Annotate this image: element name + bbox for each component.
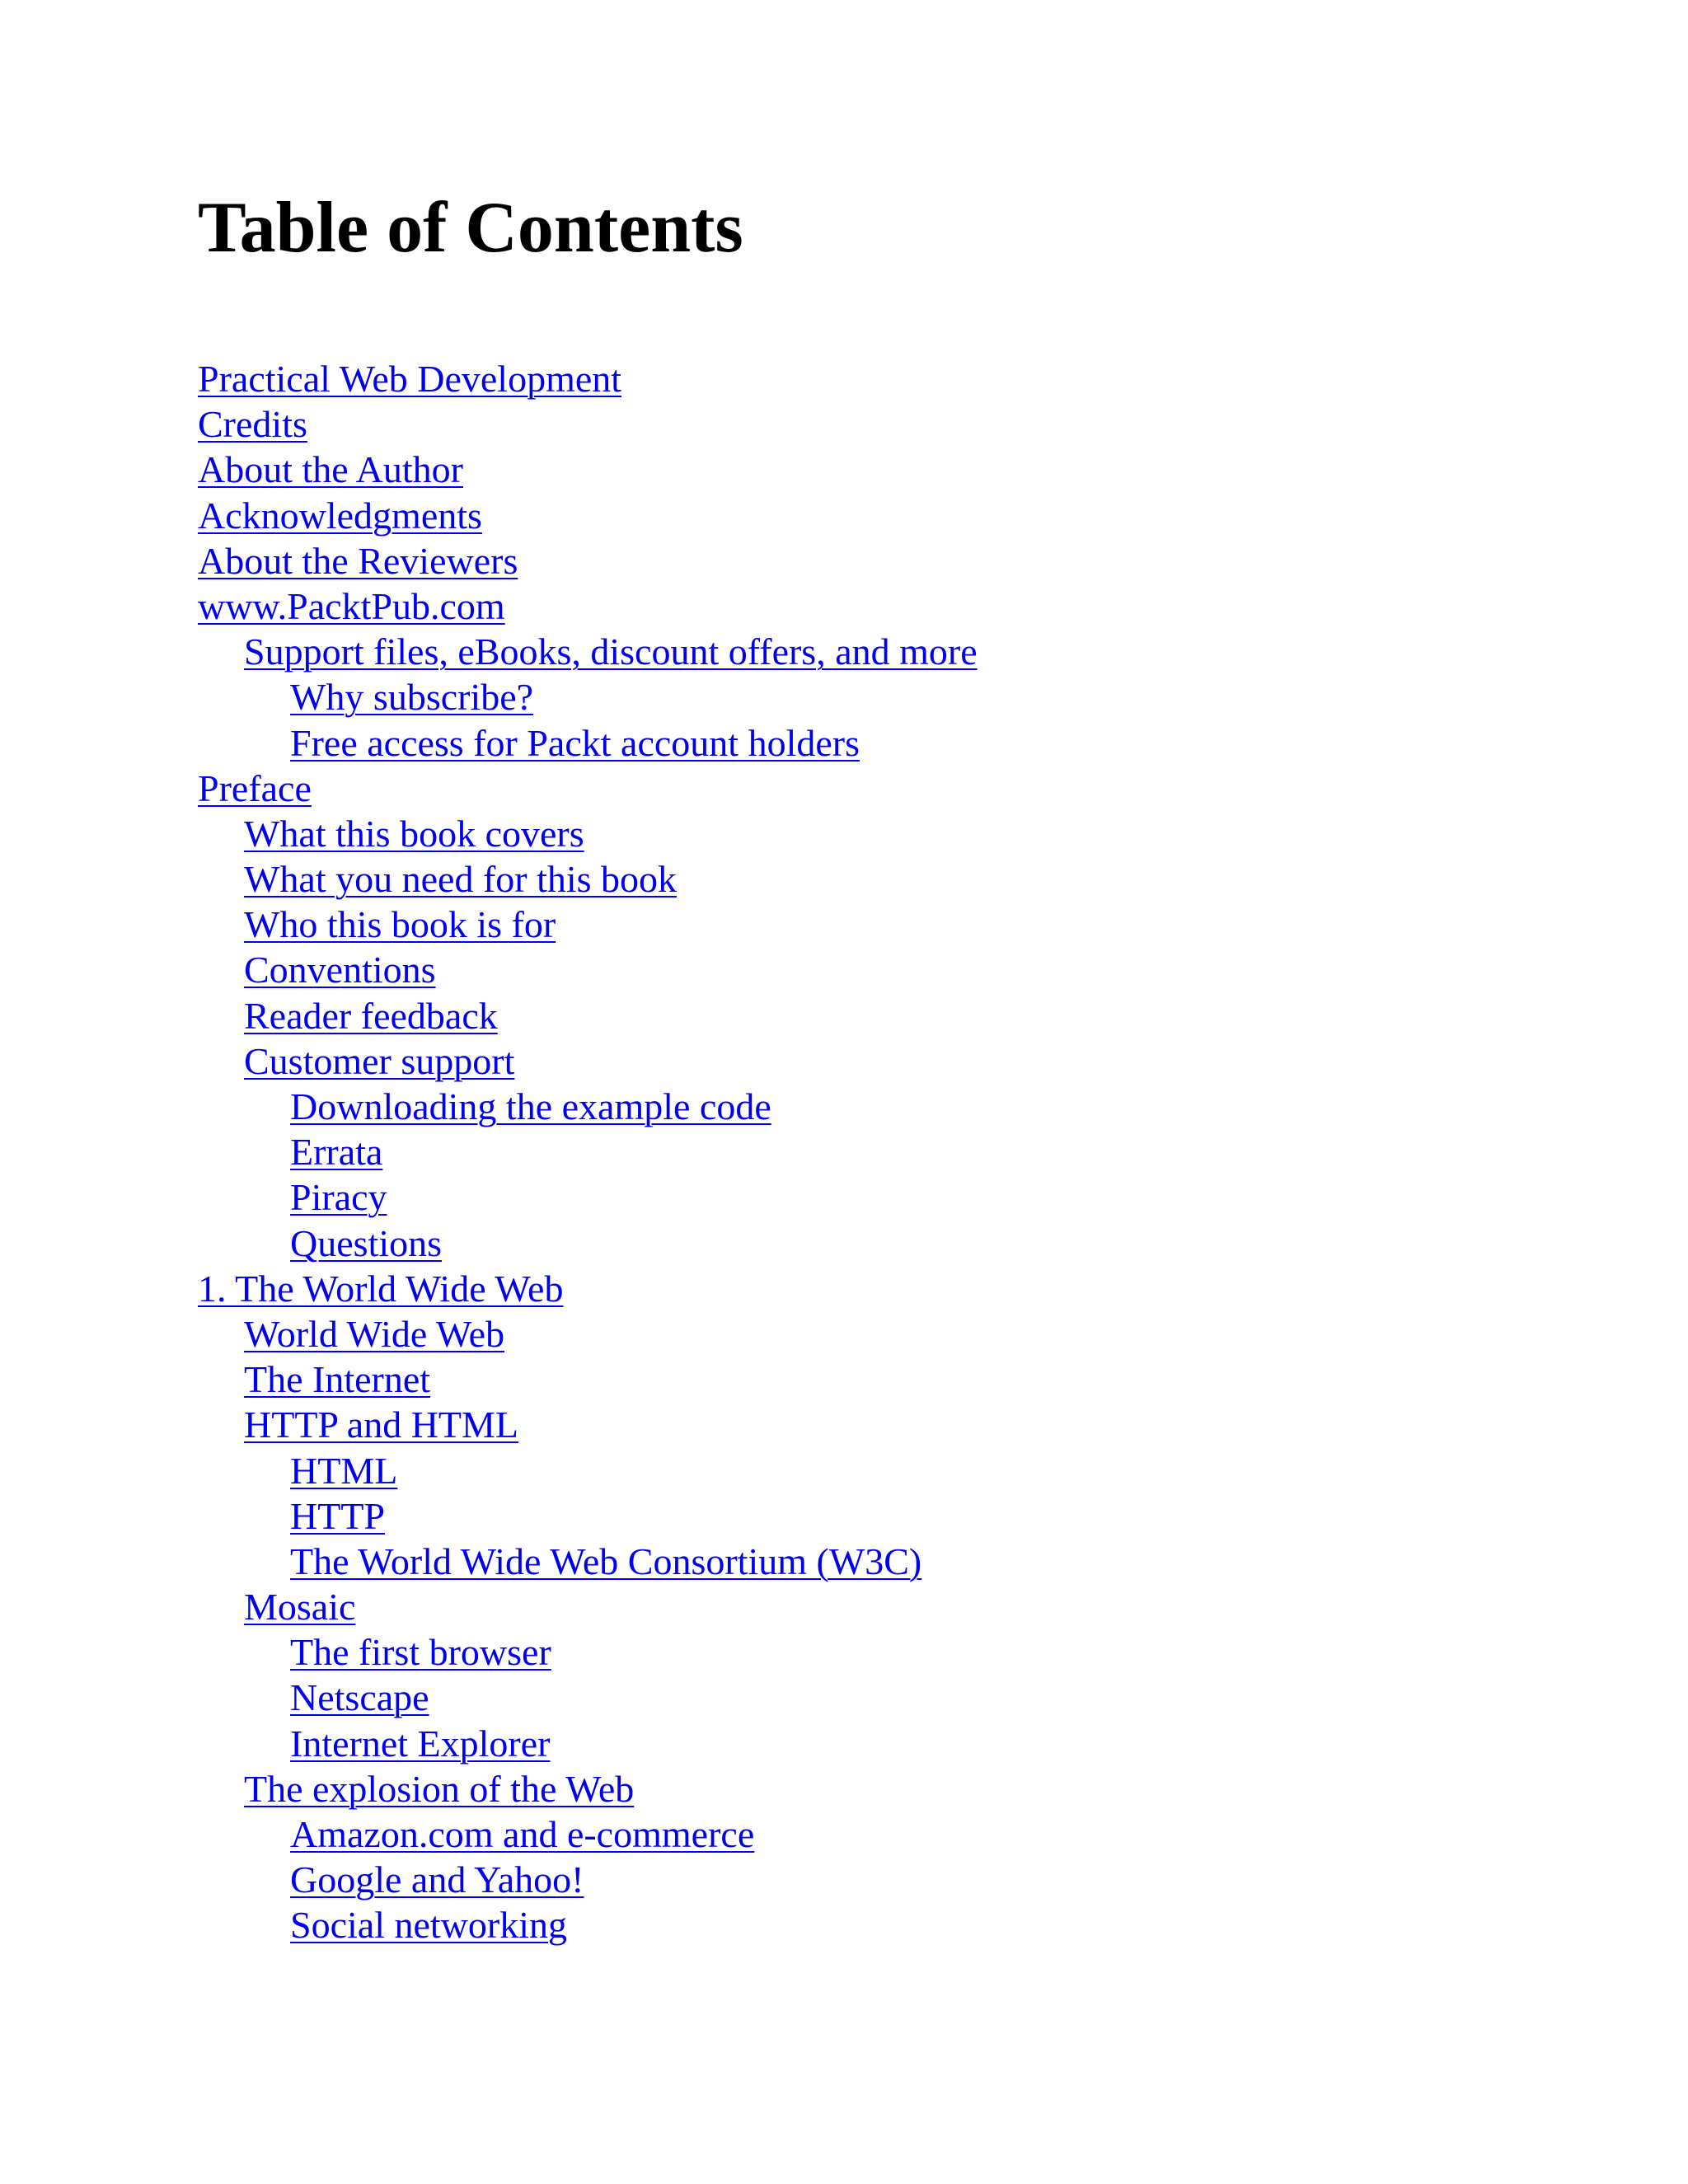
toc-link[interactable]: The World Wide Web Consortium (W3C) <box>290 1540 922 1582</box>
toc-entry <box>198 811 978 856</box>
toc-entry <box>198 1584 978 1629</box>
toc-link[interactable]: Piracy <box>290 1176 387 1219</box>
toc-link[interactable]: Conventions <box>244 949 436 991</box>
toc-entry <box>198 401 978 447</box>
toc-entry <box>198 629 978 674</box>
toc-entry <box>198 1448 978 1493</box>
toc-link[interactable]: World Wide Web <box>244 1312 505 1355</box>
table-of-contents-list <box>198 356 978 1948</box>
toc-link[interactable]: Customer support <box>244 1039 515 1082</box>
toc-link[interactable]: Support files, eBooks, discount offers, and more <box>244 630 978 673</box>
toc-entry <box>198 1357 978 1402</box>
toc-link[interactable]: About the Reviewers <box>198 539 518 582</box>
toc-link[interactable]: About the Author <box>198 448 463 491</box>
toc-link[interactable]: Netscape <box>290 1676 429 1719</box>
toc-entry <box>198 1675 978 1720</box>
toc-entry <box>198 1493 978 1539</box>
toc-link[interactable]: Google and Yahoo! <box>290 1858 584 1901</box>
toc-entry <box>198 1266 978 1311</box>
toc-link[interactable]: Errata <box>290 1131 383 1174</box>
toc-link[interactable]: Amazon.com and e-commerce <box>290 1813 755 1855</box>
toc-link[interactable]: 1. The World Wide Web <box>198 1267 564 1310</box>
toc-link[interactable]: Free access for Packt account holders <box>290 721 860 764</box>
toc-link[interactable]: What this book covers <box>244 812 584 855</box>
toc-link[interactable]: The first browser <box>290 1631 551 1674</box>
toc-entry <box>198 1221 978 1266</box>
toc-entry <box>198 1084 978 1129</box>
toc-entry <box>198 1721 978 1766</box>
toc-entry <box>198 1311 978 1357</box>
toc-entry <box>198 1857 978 1902</box>
toc-entry <box>198 1402 978 1447</box>
toc-link[interactable]: Why subscribe? <box>290 676 534 719</box>
toc-link[interactable]: HTTP <box>290 1494 385 1537</box>
toc-entry <box>198 1902 978 1947</box>
toc-link[interactable]: Preface <box>198 766 312 809</box>
toc-entry <box>198 993 978 1038</box>
toc-entry <box>198 493 978 538</box>
toc-entry <box>198 720 978 766</box>
toc-entry <box>198 1766 978 1811</box>
toc-link[interactable]: Internet Explorer <box>290 1722 551 1765</box>
toc-link[interactable]: HTML <box>290 1449 398 1492</box>
toc-entry <box>198 1629 978 1675</box>
toc-link[interactable]: What you need for this book <box>244 858 678 901</box>
toc-link[interactable]: The Internet <box>244 1358 431 1401</box>
toc-link[interactable]: Questions <box>290 1221 442 1264</box>
toc-entry <box>198 947 978 992</box>
toc-entry <box>198 1174 978 1220</box>
toc-link[interactable]: Social networking <box>290 1904 567 1947</box>
toc-entry <box>198 1811 978 1857</box>
toc-entry <box>198 538 978 583</box>
toc-link[interactable]: Who this book is for <box>244 903 556 946</box>
toc-link[interactable]: The explosion of the Web <box>244 1767 635 1810</box>
toc-link[interactable]: Downloading the example code <box>290 1085 771 1127</box>
toc-entry <box>198 1129 978 1174</box>
toc-entry <box>198 1038 978 1084</box>
page-title: Table of Contents <box>198 188 743 268</box>
toc-entry <box>198 674 978 719</box>
toc-entry <box>198 583 978 629</box>
toc-entry <box>198 1539 978 1584</box>
toc-entry <box>198 766 978 811</box>
toc-link[interactable]: Credits <box>198 403 307 446</box>
toc-link[interactable]: Practical Web Development <box>198 358 622 400</box>
toc-entry <box>198 902 978 947</box>
toc-entry <box>198 447 978 492</box>
toc-entry <box>198 856 978 902</box>
toc-entry <box>198 356 978 401</box>
toc-link[interactable]: Acknowledgments <box>198 494 482 537</box>
toc-link[interactable]: HTTP and HTML <box>244 1404 519 1446</box>
toc-link[interactable]: www.PacktPub.com <box>198 584 505 627</box>
toc-link[interactable]: Mosaic <box>244 1586 356 1629</box>
toc-link[interactable]: Reader feedback <box>244 994 498 1037</box>
